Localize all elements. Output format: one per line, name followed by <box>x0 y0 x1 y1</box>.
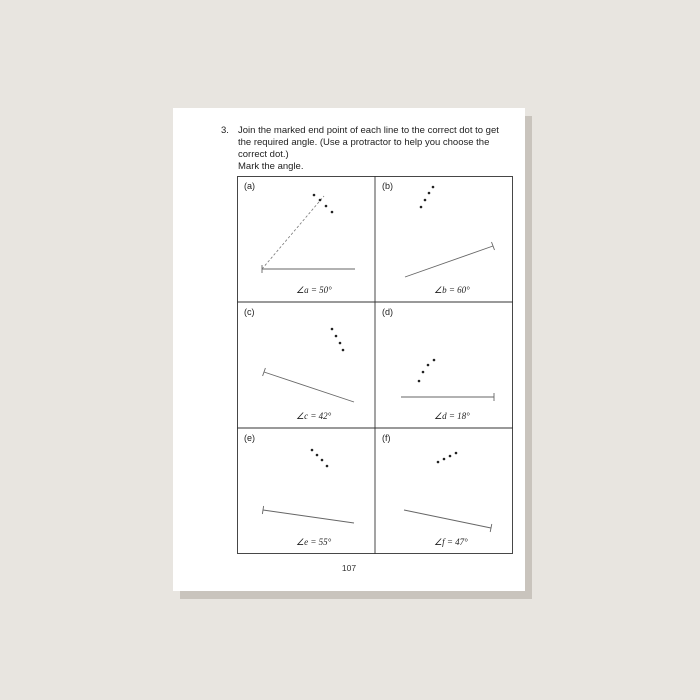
dot[interactable] <box>331 211 334 214</box>
question-line: Mark the angle. <box>238 161 304 172</box>
angle-label: ∠a = 50° <box>296 285 332 295</box>
question-line: Join the marked end point of each line to the correct dot to get <box>238 125 499 136</box>
dot[interactable] <box>455 452 458 455</box>
cell-a[interactable] <box>244 181 355 295</box>
dot[interactable] <box>339 342 342 345</box>
angle-label: ∠f = 47° <box>434 537 468 547</box>
dot[interactable] <box>326 465 329 468</box>
drawn-dashed-line <box>262 196 324 269</box>
cell-label: (a) <box>244 181 255 191</box>
question-line: the required angle. (Use a protractor to help you choose the <box>238 137 490 148</box>
dot[interactable] <box>313 194 316 197</box>
dot[interactable] <box>432 186 435 189</box>
dot[interactable] <box>319 199 322 202</box>
angle-label: ∠b = 60° <box>434 285 470 295</box>
dot[interactable] <box>420 206 423 209</box>
cell-label: (f) <box>382 433 391 443</box>
cell-e[interactable] <box>244 433 354 547</box>
cell-d[interactable] <box>382 307 494 421</box>
angle-label: ∠d = 18° <box>434 411 470 421</box>
dot[interactable] <box>418 380 421 383</box>
given-line <box>264 372 354 402</box>
end-point-marker <box>262 506 263 514</box>
dot[interactable] <box>331 328 334 331</box>
exercise-grid-svg <box>237 176 513 554</box>
given-line <box>263 510 354 523</box>
dot[interactable] <box>335 335 338 338</box>
dot[interactable] <box>342 349 345 352</box>
dot[interactable] <box>422 371 425 374</box>
given-line <box>405 246 493 277</box>
dot[interactable] <box>428 192 431 195</box>
dot[interactable] <box>449 455 452 458</box>
question-line: correct dot.) <box>238 149 289 160</box>
workbook-page <box>173 108 525 591</box>
dot[interactable] <box>424 199 427 202</box>
cell-label: (c) <box>244 307 255 317</box>
cell-c[interactable] <box>244 307 354 421</box>
cell-b[interactable] <box>382 181 495 295</box>
given-line <box>404 510 491 528</box>
dot[interactable] <box>325 205 328 208</box>
cell-label: (b) <box>382 181 393 191</box>
dot[interactable] <box>433 359 436 362</box>
angle-label: ∠e = 55° <box>296 537 332 547</box>
dot[interactable] <box>427 364 430 367</box>
cell-label: (d) <box>382 307 393 317</box>
dot[interactable] <box>316 454 319 457</box>
dot[interactable] <box>443 458 446 461</box>
cell-f[interactable] <box>382 433 492 547</box>
question-number: 3. <box>221 125 229 136</box>
page-number: 107 <box>341 563 357 573</box>
dot[interactable] <box>321 459 324 462</box>
dot[interactable] <box>437 461 440 464</box>
angle-exercise-grid <box>237 176 513 554</box>
dot[interactable] <box>311 449 314 452</box>
question-text <box>238 125 508 173</box>
cell-label: (e) <box>244 433 255 443</box>
angle-label: ∠c = 42° <box>296 411 332 421</box>
